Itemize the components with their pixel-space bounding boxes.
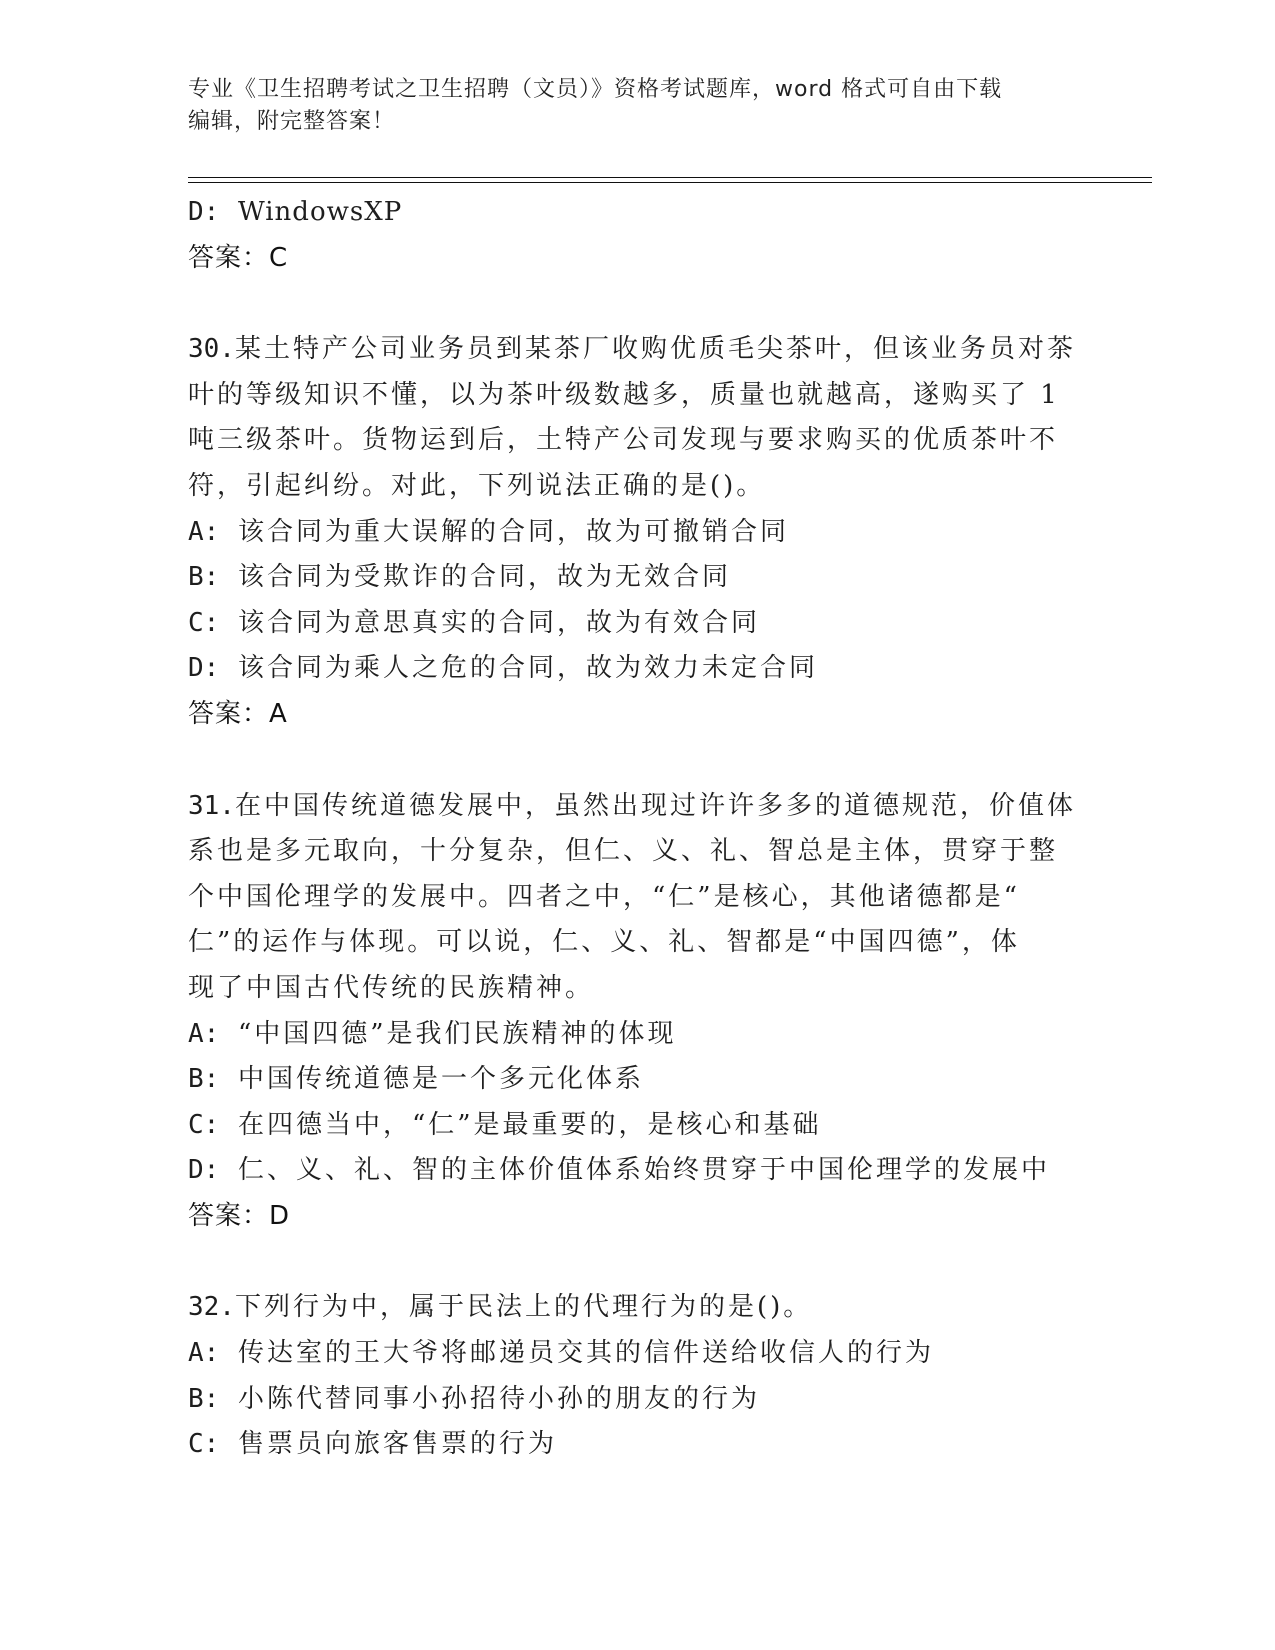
option-label: B: [188, 562, 220, 593]
option-text: 中国传统道德是一个多元化体系 [237, 1064, 644, 1095]
q32-option-c [188, 1422, 1088, 1468]
header-divider-bottom [188, 182, 1152, 183]
question-number: 32. [188, 1292, 235, 1323]
option-label: D: [188, 1155, 220, 1186]
header-divider-top [188, 177, 1152, 178]
prev-option-d [188, 190, 1088, 236]
option-label: A: [188, 1018, 220, 1049]
option-label: A: [188, 516, 220, 547]
header-line-2: 编辑，附完整答案！ [188, 109, 396, 134]
option-text: 售票员向旅客售票的行为 [237, 1429, 557, 1460]
q30-option-b [188, 555, 1088, 601]
question-content [188, 190, 1088, 1468]
document-header [188, 74, 1068, 138]
q31-line-1 [188, 784, 1088, 830]
q31-option-a [188, 1012, 1088, 1058]
option-label: C: [188, 1109, 220, 1140]
option-text: 该合同为乘人之危的合同，故为效力未定合同 [237, 653, 818, 684]
option-label: D: [188, 653, 220, 684]
q31-option-d [188, 1148, 1088, 1194]
q31-answer: 答案：D [188, 1200, 291, 1231]
q32-line-1 [188, 1285, 1088, 1331]
option-text: 在四德当中，“仁”是最重要的，是核心和基础 [237, 1109, 822, 1140]
question-gap [188, 281, 1088, 327]
option-text: 该合同为受欺诈的合同，故为无效合同 [237, 562, 731, 593]
q30-line-2: 叶的等级知识不懂，以为茶叶级数越多，质量也就越高，遂购买了 1 [188, 379, 1060, 410]
question-number: 30. [188, 334, 235, 365]
q31-line-3: 个中国伦理学的发展中。四者之中，“仁”是核心，其他诸德都是“ [188, 881, 1020, 912]
q31-option-c [188, 1103, 1088, 1149]
option-text: 传达室的王大爷将邮递员交其的信件送给收信人的行为 [237, 1338, 934, 1369]
question-text: 下列行为中，属于民法上的代理行为的是()。 [234, 1292, 813, 1323]
q31-line-4: 仁”的运作与体现。可以说，仁、义、礼、智都是“中国四德”，体 [188, 927, 1020, 958]
prev-answer: 答案：C [188, 242, 289, 273]
q30-answer: 答案：A [188, 698, 288, 729]
question-text: 在中国传统道德发展中，虽然出现过许许多多的道德规范，价值体 [234, 790, 1076, 821]
option-text: 小陈代替同事小孙招待小孙的朋友的行为 [237, 1383, 760, 1414]
option-label: C: [188, 607, 220, 638]
q31-line-5: 现了中国古代传统的民族精神。 [188, 972, 595, 1003]
q30-line-4: 符，引起纠纷。对此，下列说法正确的是()。 [188, 470, 766, 501]
option-text: 该合同为重大误解的合同，故为可撤销合同 [237, 516, 789, 547]
option-label: B: [188, 1064, 220, 1095]
q30-option-c [188, 601, 1088, 647]
q30-option-d [188, 646, 1088, 692]
question-text: 某土特产公司业务员到某茶厂收购优质毛尖茶叶，但该业务员对茶 [234, 334, 1076, 365]
option-label: C: [188, 1429, 220, 1460]
question-gap [188, 1239, 1088, 1285]
question-gap [188, 738, 1088, 784]
option-label: D: [188, 197, 220, 227]
question-number: 31. [188, 790, 235, 821]
q31-line-2: 系也是多元取向，十分复杂，但仁、义、礼、智总是主体，贯穿于整 [188, 836, 1059, 867]
option-text: “中国四德”是我们民族精神的体现 [237, 1018, 677, 1049]
q30-line-1 [188, 327, 1088, 373]
q30-option-a [188, 510, 1088, 556]
q31-option-b [188, 1057, 1088, 1103]
option-label: A: [188, 1338, 220, 1369]
option-label: B: [188, 1383, 220, 1414]
q30-line-3: 吨三级茶叶。货物运到后，土特产公司发现与要求购买的优质茶叶不 [188, 425, 1059, 456]
option-text: 该合同为意思真实的合同，故为有效合同 [237, 607, 760, 638]
q32-option-b [188, 1377, 1088, 1423]
option-text: WindowsXP [237, 197, 403, 227]
option-text: 仁、义、礼、智的主体价值体系始终贯穿于中国伦理学的发展中 [237, 1155, 1050, 1186]
q32-option-a [188, 1331, 1088, 1377]
header-line-1: 专业《卫生招聘考试之卫生招聘（文员）》资格考试题库，word 格式可自由下载 [188, 77, 1003, 102]
